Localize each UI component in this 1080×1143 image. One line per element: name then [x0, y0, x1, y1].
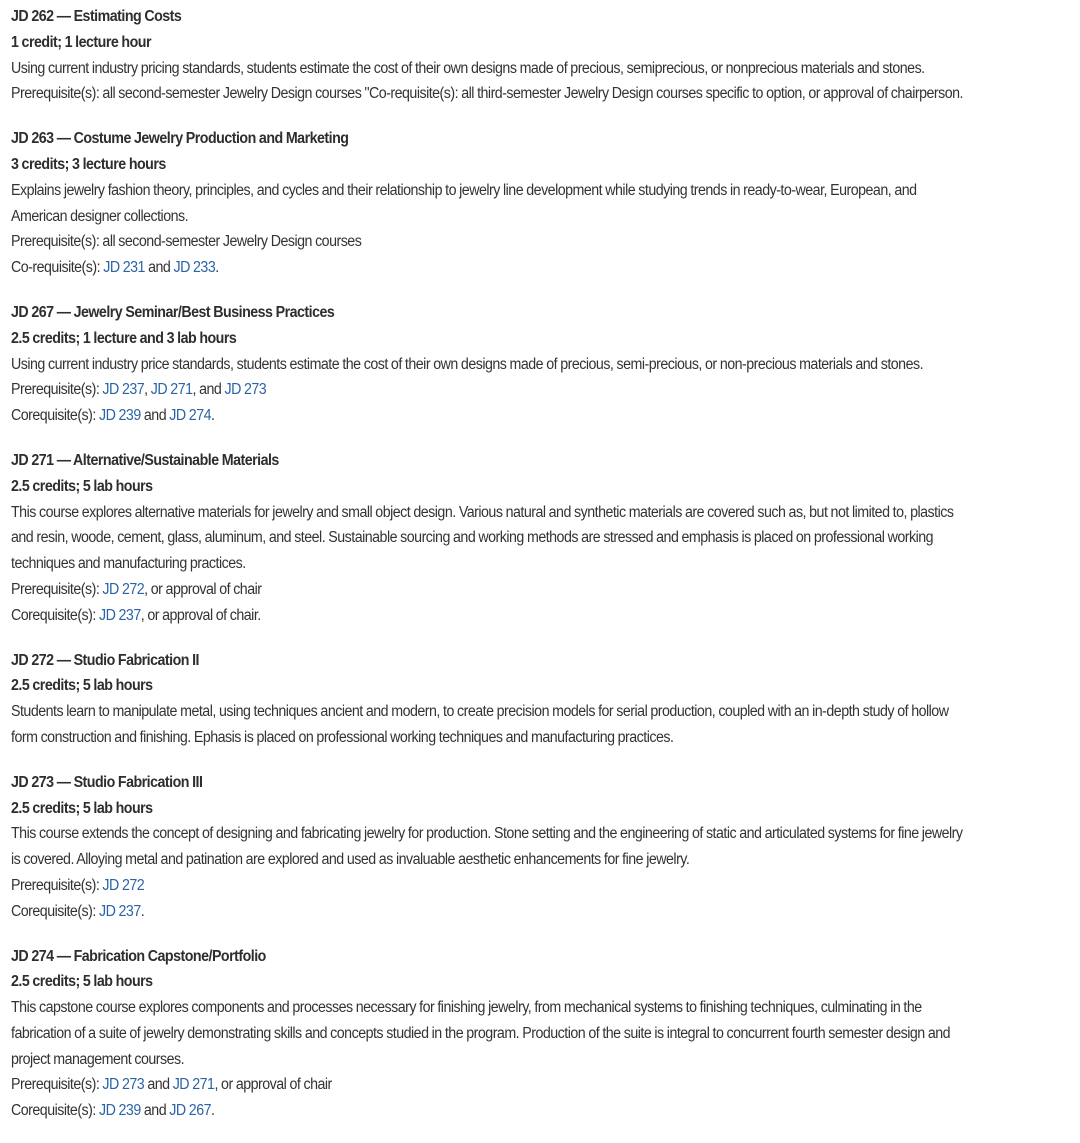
course-credits: 2.5 credits; 1 lecture and 3 lab hours [11, 329, 237, 347]
requisite-text: Prerequisite(s): [11, 580, 103, 598]
course-link[interactable]: JD 274 [169, 407, 212, 425]
course-link[interactable]: JD 273 [102, 1076, 145, 1094]
course-entry [11, 770, 1069, 925]
course-entry [11, 648, 1069, 751]
course-title: JD 274 — Fabrication Capstone/Portfolio [11, 947, 266, 965]
requisite-line [11, 1098, 1079, 1124]
requisite-text: Co-requisite(s): [11, 259, 104, 277]
course-description-line: This capstone course explores components and processes necessary for finishing jewelry, from mechanical systems to finishing techniques, culminating in the [11, 999, 922, 1017]
requisite-line [11, 403, 1079, 429]
course-title: JD 271 — Alternative/Sustainable Materials [11, 451, 279, 469]
course-entry [11, 944, 1069, 1125]
course-title: JD 272 — Studio Fabrication II [11, 651, 200, 669]
requisite-line [11, 1072, 1079, 1098]
course-description-line: and resin, woode, cement, glass, aluminum, and steel. Sustainable sourcing and working methods are stressed and emphasis is placed on professional working [11, 529, 934, 547]
course-description-line: Prerequisite(s): all second-semester Jewelry Design courses "Co-requisite(s): all third-semester Jewelry Design courses specific to option, or approval of chairperson. [11, 85, 963, 103]
requisite-line [11, 255, 1079, 281]
requisite-text: Corequisite(s): [11, 902, 100, 920]
requisite-line [11, 873, 1079, 899]
course-description-line: Prerequisite(s): all second-semester Jewelry Design courses [11, 233, 362, 251]
course-link[interactable]: JD 272 [102, 580, 145, 598]
requisite-line [11, 899, 1079, 925]
course-link[interactable]: JD 239 [99, 407, 141, 425]
requisite-text: , and [192, 381, 225, 399]
requisite-text: and [144, 1076, 173, 1094]
course-title: JD 273 — Studio Fabrication III [11, 773, 203, 791]
requisite-text: , or approval of chair. [140, 606, 261, 624]
requisite-text: , or approval of chair [214, 1076, 332, 1094]
requisite-text: . [211, 407, 215, 425]
requisite-text: , [144, 381, 151, 399]
course-description-line: project management courses. [11, 1050, 185, 1068]
requisite-text: Prerequisite(s): [11, 1076, 103, 1094]
course-link[interactable]: JD 233 [173, 259, 216, 277]
requisite-text: Corequisite(s): [11, 407, 100, 425]
course-credits: 2.5 credits; 5 lab hours [11, 799, 153, 817]
course-link[interactable]: JD 231 [103, 259, 145, 277]
course-description-line: fabrication of a suite of jewelry demonstrating skills and concepts studied in the program. Production of the suite is integral to concurrent fourth semester design and [11, 1024, 951, 1042]
course-credits: 2.5 credits; 5 lab hours [11, 973, 153, 991]
course-credits: 2.5 credits; 5 lab hours [11, 477, 153, 495]
requisite-text: . [140, 902, 145, 920]
course-link[interactable]: JD 273 [224, 381, 267, 399]
course-description-line: Using current industry price standards, students estimate the cost of their own designs made of precious, semi-precious, or non-precious materials and stones. [11, 355, 924, 373]
course-entry [11, 4, 1069, 107]
course-description-line: American designer collections. [11, 207, 189, 225]
requisite-text: Corequisite(s): [11, 606, 100, 624]
course-description-line: Using current industry pricing standards, students estimate the cost of their own designs made of precious, semiprecious, or nonprecious materials and stones. [11, 59, 925, 77]
requisite-text: Prerequisite(s): [11, 876, 103, 894]
course-title: JD 263 — Costume Jewelry Production and Marketing [11, 130, 349, 148]
course-title: JD 267 — Jewelry Seminar/Best Business Practices [11, 303, 335, 321]
course-entry [11, 300, 1069, 429]
requisite-text: Corequisite(s): [11, 1102, 100, 1120]
requisite-text: . [211, 1102, 215, 1120]
course-credits: 3 credits; 3 lecture hours [11, 155, 166, 173]
course-description-line: Explains jewelry fashion theory, principles, and cycles and their relationship to jewelry line development while studying trends in ready-to-wear, European, and [11, 181, 917, 199]
course-link[interactable]: JD 239 [99, 1102, 141, 1120]
course-description-line: techniques and manufacturing practices. [11, 555, 246, 573]
requisite-text: Prerequisite(s): [11, 381, 103, 399]
course-link[interactable]: JD 271 [150, 381, 193, 399]
course-credits: 1 credit; 1 lecture hour [11, 33, 151, 51]
course-link[interactable]: JD 272 [102, 876, 145, 894]
requisite-line [11, 377, 1079, 403]
course-title: JD 262 — Estimating Costs [11, 8, 182, 25]
course-credits: 2.5 credits; 5 lab hours [11, 677, 153, 695]
course-entry [11, 126, 1069, 281]
requisite-text: and [140, 407, 170, 425]
course-description-line: is covered. Alloying metal and patination are explored and used as invaluable aesthetic enhancements for fine jewelry. [11, 851, 690, 869]
requisite-text: . [215, 259, 219, 277]
course-link[interactable]: JD 237 [99, 606, 141, 624]
course-link[interactable]: JD 271 [172, 1076, 215, 1094]
course-description-line: form construction and finishing. Ephasis is placed on professional working techniques and manufacturing practices. [11, 728, 674, 746]
course-link[interactable]: JD 237 [99, 902, 141, 920]
requisite-text: and [144, 259, 174, 277]
requisite-line [11, 603, 1079, 629]
course-description-line: Students learn to manipulate metal, using techniques ancient and modern, to create precision models for serial production, coupled with an in-depth study of hollow [11, 703, 949, 721]
requisite-line [11, 577, 1079, 603]
course-entry [11, 448, 1069, 629]
course-link[interactable]: JD 237 [102, 381, 145, 399]
course-description-line: This course explores alternative materials for jewelry and small object design. Various natural and synthetic materials are covered such as, but not limited to, plastics [11, 503, 954, 521]
requisite-text: and [140, 1102, 170, 1120]
course-description-line: This course extends the concept of designing and fabricating jewelry for production. Stone setting and the engineering of static and articulated systems for fine jewelry [11, 825, 963, 843]
requisite-text: , or approval of chair [144, 580, 262, 598]
course-link[interactable]: JD 267 [169, 1102, 212, 1120]
